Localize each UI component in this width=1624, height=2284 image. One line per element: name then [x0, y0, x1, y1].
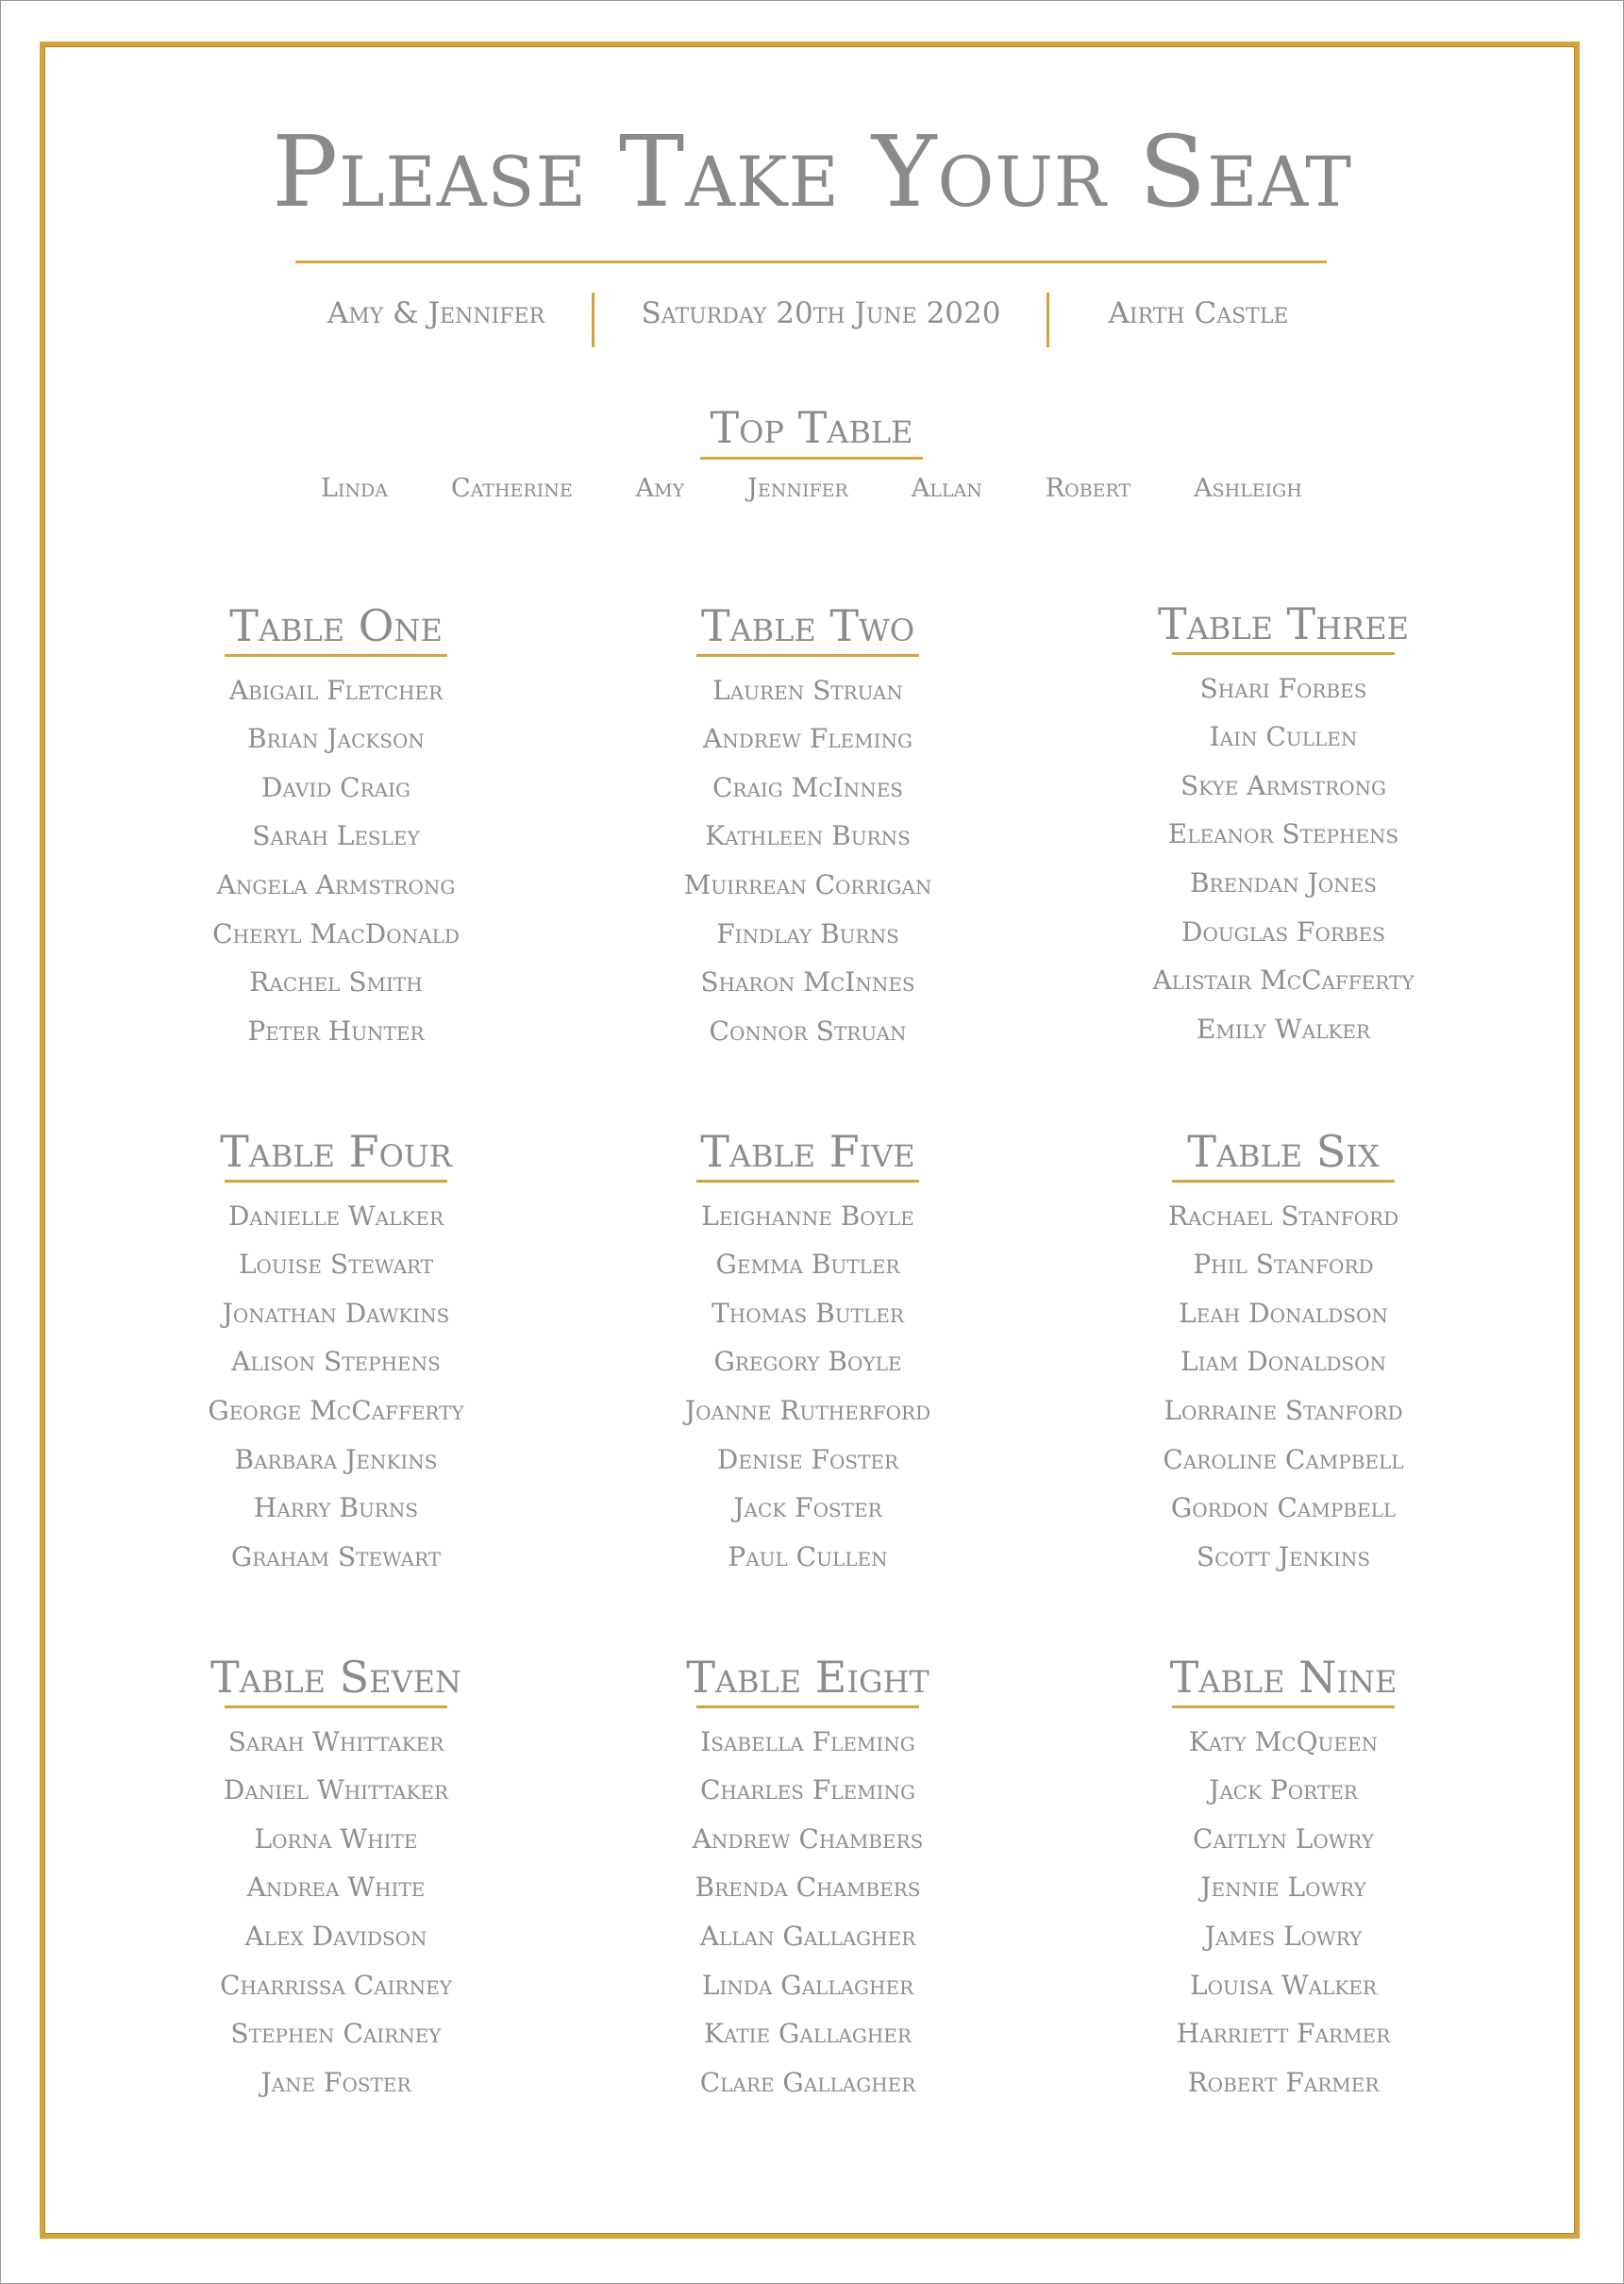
info-divider — [592, 293, 594, 347]
top-table-guest: Catherine — [450, 474, 573, 503]
guest-list — [138, 666, 534, 1056]
guest-name: Jane Foster — [260, 2066, 411, 2098]
table-heading: Table Four — [220, 1126, 452, 1177]
guest-name: Rachel Smith — [249, 966, 423, 999]
guest-name: Skye Armstrong — [1180, 769, 1387, 801]
guest-name: Louise Stewart — [238, 1249, 434, 1281]
top-table-guest: Amy — [635, 474, 685, 503]
guest-name: Thomas Butler — [712, 1297, 904, 1329]
table-two — [610, 602, 1006, 1055]
guest-list — [610, 666, 1006, 1056]
table-heading: Table Seven — [210, 1652, 461, 1703]
page-title: Please Take Your Seat — [272, 114, 1352, 229]
guest-name: Katie Gallagher — [704, 2018, 912, 2050]
table-heading-rule — [696, 1180, 919, 1183]
guest-name: Muirrean Corrigan — [683, 868, 932, 900]
guest-list — [1085, 664, 1482, 1054]
guest-name: Isabella Fleming — [700, 1725, 915, 1757]
guest-name: Denise Foster — [716, 1443, 899, 1475]
guest-name: Gordon Campbell — [1170, 1492, 1397, 1524]
table-heading-rule — [696, 654, 919, 657]
table-six — [1085, 1128, 1482, 1581]
guest-name: Stephen Cairney — [230, 2018, 442, 2050]
guest-name: Kathleen Burns — [705, 820, 911, 852]
guest-name: Eleanor Stephens — [1167, 818, 1399, 850]
table-eight — [610, 1654, 1006, 2107]
couple-names: Amy & Jennifer — [326, 296, 545, 330]
table-heading-rule — [1172, 652, 1395, 655]
table-nine — [1085, 1654, 1482, 2107]
top-table-guest: Linda — [321, 474, 389, 503]
guest-name: Sarah Lesley — [252, 820, 420, 852]
title-rule — [295, 260, 1327, 263]
guest-name: Jonathan Dawkins — [222, 1297, 450, 1329]
guest-name: Joanne Rutherford — [684, 1394, 931, 1426]
table-one — [138, 602, 534, 1055]
guest-list — [610, 1718, 1006, 2108]
guest-name: Harriett Farmer — [1176, 2018, 1391, 2050]
guest-name: Andrea White — [246, 1872, 426, 1904]
table-heading-rule — [1172, 1705, 1395, 1708]
guest-name: Lorraine Stanford — [1164, 1394, 1403, 1426]
guest-name: Jennie Lowry — [1200, 1872, 1366, 1904]
guest-name: Alison Stephens — [231, 1346, 441, 1378]
guest-name: Liam Donaldson — [1180, 1346, 1387, 1378]
guest-list — [610, 1192, 1006, 1582]
guest-name: Gregory Boyle — [713, 1346, 902, 1378]
table-four — [138, 1128, 534, 1581]
guest-name: Brendan Jones — [1189, 866, 1378, 898]
guest-name: Shari Forbes — [1199, 672, 1367, 704]
guest-name: Caroline Campbell — [1163, 1443, 1404, 1475]
table-heading: Table Three — [1158, 598, 1409, 649]
guest-name: Craig McInnes — [712, 771, 904, 803]
guest-name: Danielle Walker — [227, 1200, 444, 1232]
table-heading-rule — [225, 1705, 447, 1708]
table-heading: Table Nine — [1169, 1652, 1398, 1703]
table-heading-rule — [696, 1705, 919, 1708]
guest-name: Angela Armstrong — [216, 868, 456, 900]
guest-list — [1085, 1192, 1482, 1582]
guest-name: Connor Struan — [709, 1015, 907, 1047]
table-heading: Table Eight — [686, 1652, 929, 1703]
guest-name: Lorna White — [254, 1822, 418, 1855]
guest-list — [1085, 1718, 1482, 2108]
guest-name: Jack Foster — [733, 1492, 882, 1524]
top-table-guest: Robert — [1045, 474, 1131, 503]
guest-name: Louisa Walker — [1190, 1969, 1377, 2001]
guest-name: Harry Burns — [253, 1492, 419, 1524]
table-five — [610, 1128, 1006, 1581]
guest-name: Douglas Forbes — [1181, 915, 1385, 948]
guest-name: Findlay Burns — [716, 917, 899, 949]
guest-name: Katy McQueen — [1188, 1725, 1379, 1757]
guest-name: Graham Stewart — [230, 1540, 442, 1572]
table-heading-rule — [225, 654, 447, 657]
guest-name: Linda Gallagher — [701, 1969, 914, 2001]
table-seven — [138, 1654, 534, 2107]
top-table-guest: Jennifer — [747, 474, 848, 503]
guest-name: Alistair McCafferty — [1152, 965, 1415, 997]
event-info-row — [0, 293, 1624, 344]
guest-list — [138, 1192, 534, 1582]
guest-name: Cheryl MacDonald — [212, 917, 460, 949]
table-three — [1085, 600, 1482, 1053]
guest-name: Clare Gallagher — [699, 2066, 916, 2098]
guest-name: James Lowry — [1204, 1920, 1363, 1952]
table-heading: Table Six — [1187, 1126, 1380, 1177]
guest-name: Emily Walker — [1196, 1013, 1371, 1045]
guest-name: Sarah Whittaker — [227, 1725, 444, 1757]
event-venue: Airth Castle — [1108, 296, 1289, 330]
guest-list — [138, 1718, 534, 2108]
guest-name: Andrew Fleming — [702, 723, 913, 755]
guest-name: Peter Hunter — [247, 1015, 425, 1047]
guest-name: Abigail Fletcher — [228, 674, 444, 706]
guest-name: Charles Fleming — [699, 1774, 915, 1806]
guest-name: George McCafferty — [208, 1394, 464, 1426]
guest-name: Charrissa Cairney — [220, 1969, 452, 2001]
top-table-guest: Ashleigh — [1194, 474, 1302, 503]
info-divider — [1046, 293, 1049, 347]
top-table-guest: Allan — [911, 474, 982, 503]
table-heading: Table Two — [700, 600, 915, 651]
table-heading: Table Five — [700, 1126, 915, 1177]
guest-name: Scott Jenkins — [1196, 1540, 1371, 1572]
event-date: Saturday 20th June 2020 — [641, 296, 1001, 330]
guest-name: Paul Cullen — [728, 1540, 888, 1572]
guest-name: Andrew Chambers — [692, 1822, 924, 1855]
guest-name: Daniel Whittaker — [223, 1774, 449, 1806]
guest-name: Brenda Chambers — [695, 1872, 921, 1904]
guest-name: Jack Porter — [1209, 1774, 1358, 1806]
guest-name: Leah Donaldson — [1179, 1297, 1388, 1329]
guest-name: Allan Gallagher — [699, 1920, 916, 1952]
table-heading-rule — [1172, 1180, 1395, 1183]
guest-name: Sharon McInnes — [700, 966, 915, 999]
guest-name: Rachael Stanford — [1167, 1200, 1399, 1232]
guest-name: Barbara Jenkins — [234, 1443, 438, 1475]
top-table-guests — [321, 474, 1302, 503]
guest-name: Alex Davidson — [244, 1920, 427, 1952]
guest-name: Gemma Butler — [715, 1249, 900, 1281]
guest-name: David Craig — [261, 771, 410, 803]
top-table-heading: Top Table — [710, 402, 913, 453]
table-heading-rule — [225, 1180, 447, 1183]
guest-name: Iain Cullen — [1209, 721, 1358, 753]
guest-name: Caitlyn Lowry — [1193, 1822, 1374, 1855]
table-heading: Table One — [229, 600, 443, 651]
guest-name: Lauren Struan — [712, 674, 903, 706]
top-table-rule — [700, 457, 923, 460]
guest-name: Brian Jackson — [247, 723, 425, 755]
guest-name: Robert Farmer — [1187, 2066, 1380, 2098]
guest-name: Phil Stanford — [1193, 1249, 1374, 1281]
guest-name: Leighanne Boyle — [701, 1200, 914, 1232]
